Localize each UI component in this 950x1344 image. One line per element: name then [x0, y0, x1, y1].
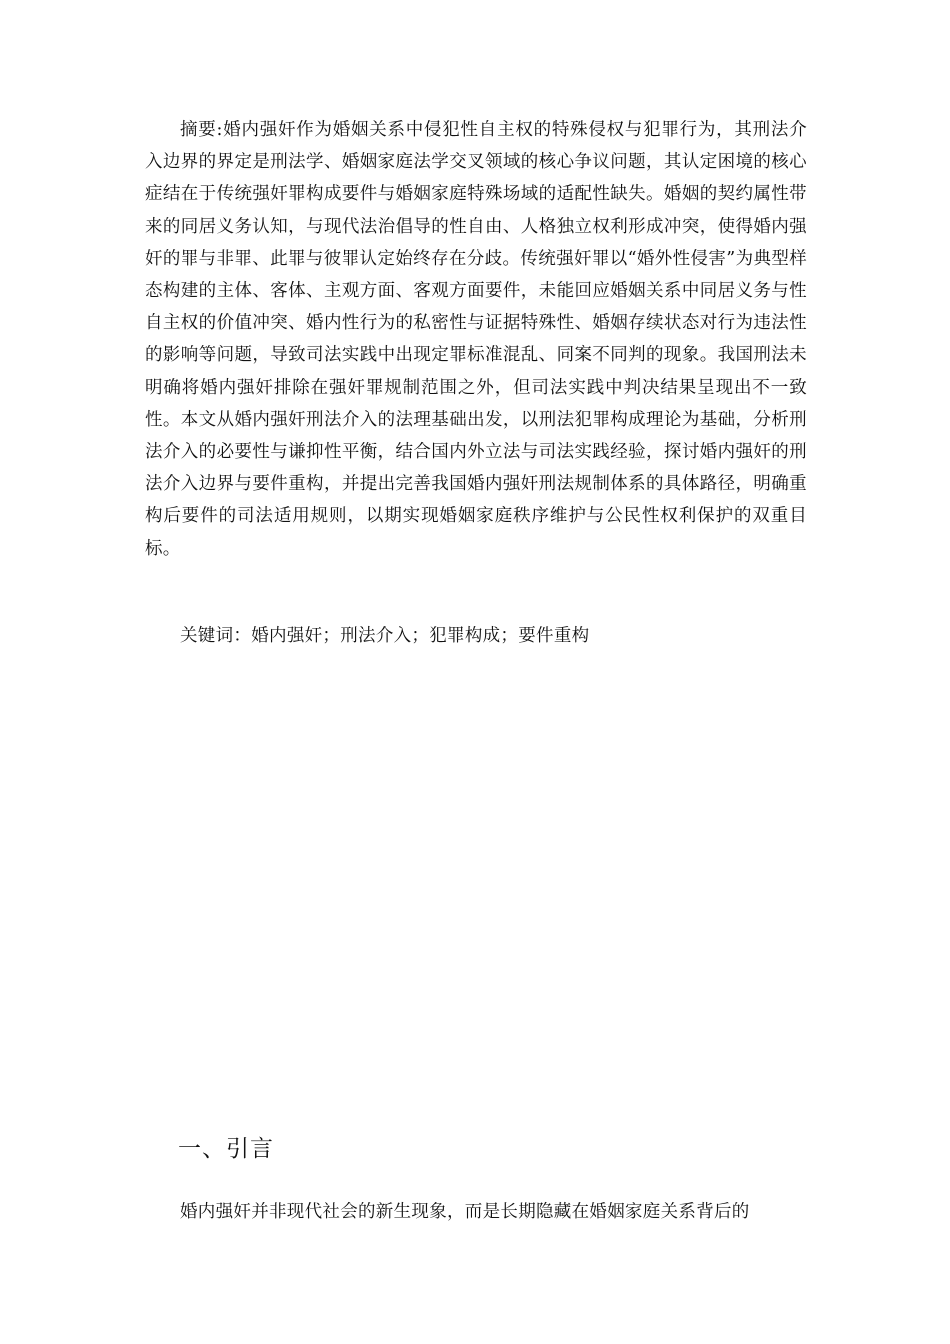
keywords-paragraph — [145, 620, 807, 652]
keywords-label: 关键词 — [180, 626, 234, 646]
keywords-text: 婚内强奸；刑法介入；犯罪构成；要件重构 — [251, 626, 590, 646]
abstract-paragraph — [145, 114, 807, 565]
introduction-paragraph: 婚内强奸并非现代社会的新生现象，而是长期隐藏在婚姻家庭关系背后的 — [180, 1202, 750, 1222]
keywords-separator: ： — [233, 626, 252, 646]
abstract-text: 婚内强奸作为婚姻关系中侵犯性自主权的特殊侵权与犯罪行为，其刑法介入边界的界定是刑法学、婚姻家庭法学交叉领域的核心争议问题，其认定困境的核心症结在于传统强奸罪构成要件与婚姻家庭特殊场域的适配性缺失。婚姻的契约属性带来的同居义务认知，与现代法治倡导的性自由、人格独立权利形成冲突，使得婚内强奸的罪与非罪、此罪与彼罪认定始终存在分歧。传统强奸罪以“婚外性侵害”为典型样态构建的主体、客体、主观方面、客观方面要件，未能回应婚姻关系中同居义务与性自主权的价值冲突、婚内性行为的私密性与证据特殊性、婚姻存续状态对行为违法性的影响等问题，导致司法实践中出现定罪标准混乱、同案不同判的现象。我国刑法未明确将婚内强奸排除在强奸罪规制范围之外，但司法实践中判决结果呈现出不一致性。本文从婚内强奸刑法介入的法理基础出发，以刑法犯罪构成理论为基础，分析刑法介入的必要性与谦抑性平衡，结合国内外立法与司法实践经验，探讨婚内强奸的刑法介入边界与要件重构，并提出完善我国婚内强奸刑法规制体系的具体路径，明确重构后要件的司法适用规则，以期实现婚姻家庭秩序维护与公民性权利保护的双重目标。 — [145, 120, 807, 559]
abstract-label: 摘要 — [180, 120, 217, 140]
abstract-separator: : — [216, 120, 223, 140]
section-heading-introduction: 一、引言 — [178, 1136, 274, 1162]
